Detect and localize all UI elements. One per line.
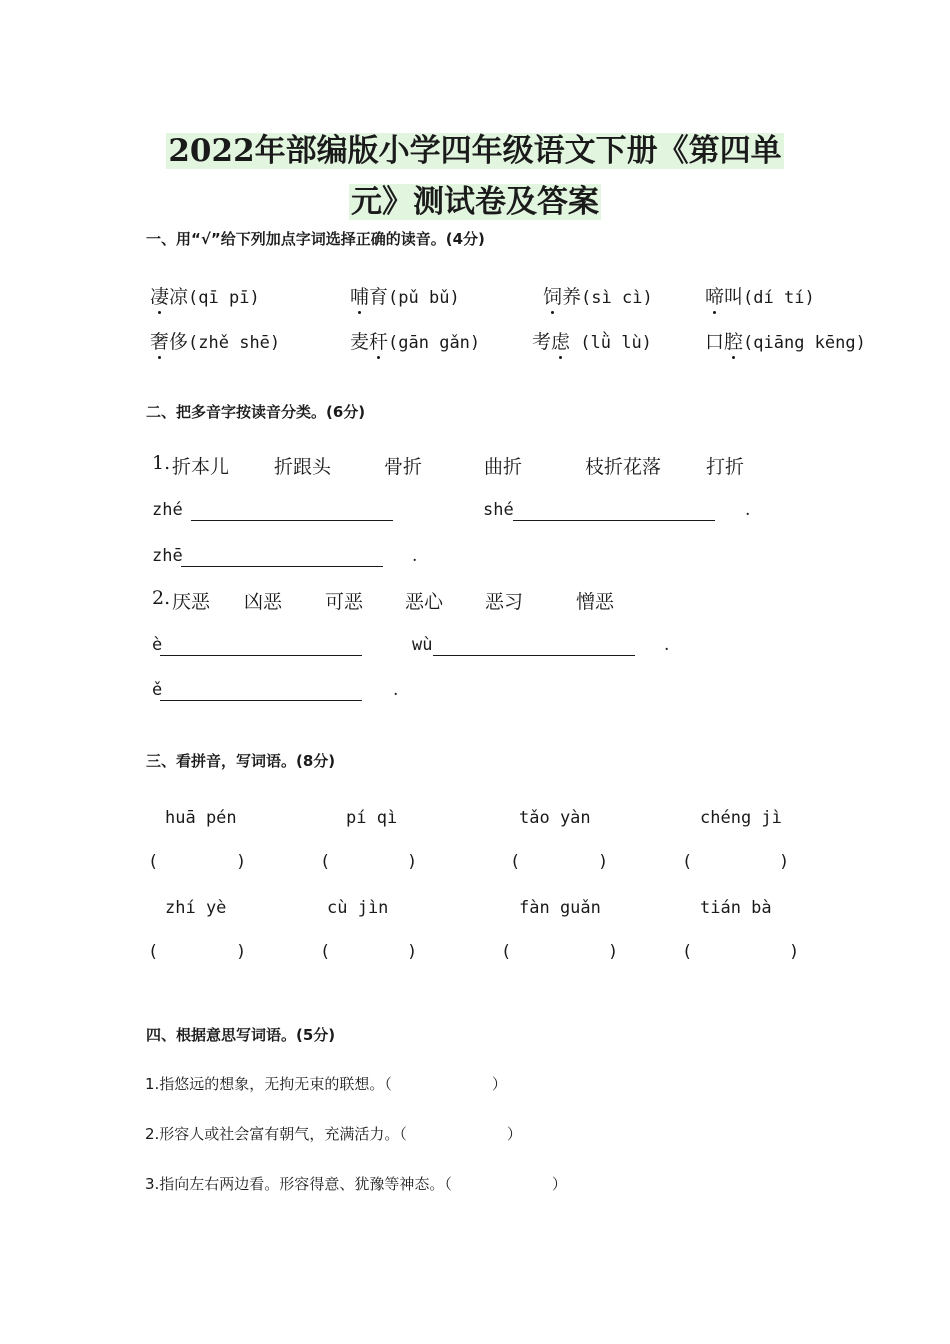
s1-item-2-char1: 哺 [350,286,370,308]
s3-box-6-open: ( [320,942,331,962]
s3-box-8-open: ( [682,942,693,962]
section1-heading: 一、用“√”给下列加点字词选择正确的读音。(4分) [146,230,485,248]
s2-q2-reading-e4: è [152,635,163,655]
s1-item-5 [150,327,280,354]
s3-pinyin-4: chéng jì [700,808,782,828]
s1-item-3-char2: 养 [562,286,582,308]
s2-q2-word-1: 厌恶 [172,591,211,613]
s3-pinyin-8: tián bà [700,898,772,918]
s4-item-2-open: （ [399,1125,407,1143]
s3-box-7-open: ( [501,942,512,962]
s4-item-1-close: ） [491,1075,507,1093]
s3-box-3-open: ( [510,852,521,872]
s3-box-3-close: ) [598,852,609,872]
s3-pinyin-2: pí qì [346,808,398,828]
s3-pinyin-1: huā pén [165,808,237,828]
s1-item-1 [150,282,260,309]
s1-item-2-char2: 育 [369,286,389,308]
s2-q2-label: 2. [152,587,171,609]
s4-item-1-open: （ [384,1075,392,1093]
section2-heading: 二、把多音字按读音分类。(6分) [146,403,366,421]
page-title-cont [0,181,950,223]
s2-q1-answer-line-2[interactable] [513,500,715,521]
s2-q1-label: 1. [152,452,171,474]
s4-item-3-text: 3.指向左右两边看。形容得意、犹豫等神态。 [145,1175,445,1193]
s4-item-1-text: 1.指悠远的想象，无拘无束的联想。 [145,1075,385,1093]
s2-q1-word-3: 骨折 [384,456,423,478]
s3-pinyin-3: tǎo yàn [519,808,591,828]
s1-item-6-pinyin: (gān gǎn) [388,333,481,353]
s3-pinyin-5: zhí yè [165,898,227,918]
s1-item-6-char1: 麦 [350,331,370,353]
s2-q2-word-6: 憎恶 [576,591,615,613]
s1-item-7-pinyin: (lǜ lù) [570,333,652,353]
s2-q1-period-1: . [745,500,751,520]
s2-q1-reading-she2: shé [483,500,514,520]
s3-box-1-close: ) [236,852,247,872]
s2-q1-reading-zhe1: zhē [152,546,183,566]
s3-box-4-open: ( [682,852,693,872]
s3-box-6-close: ) [407,942,418,962]
s2-q1-answer-line-1[interactable] [191,500,393,521]
s2-q2-answer-line-3[interactable] [160,680,362,701]
s1-item-8 [705,327,866,354]
s1-item-7-char2: 虑 [551,331,571,353]
s4-item-3 [145,1173,567,1194]
s3-pinyin-6: cù jìn [327,898,389,918]
s2-q2-period-2: . [393,680,399,700]
s3-box-4-close: ) [779,852,790,872]
s3-box-2-close: ) [407,852,418,872]
s1-item-2 [350,282,460,309]
s2-q2-word-5: 恶习 [485,591,524,613]
s1-item-3-char1: 饲 [543,286,563,308]
s3-pinyin-7: fàn guǎn [519,898,601,918]
s1-item-2-pinyin: (pǔ bǔ) [388,288,460,308]
s2-q1-reading-zhe2: zhé [152,500,183,520]
s3-box-7-close: ) [608,942,619,962]
s2-q1-period-2: . [412,546,418,566]
s2-q2-reading-wu4: wù [412,635,433,655]
s2-q2-answer-line-2[interactable] [433,635,635,656]
s1-item-4-char1: 啼 [705,286,725,308]
s4-item-2 [145,1123,522,1144]
s1-item-8-pinyin: (qiāng kēng) [743,333,866,353]
s4-item-1 [145,1073,507,1094]
s4-item-2-close: ） [506,1125,522,1143]
s1-item-6-char2: 秆 [369,331,389,353]
section4-heading: 四、根据意思写词语。(5分) [146,1026,336,1044]
s2-q1-word-1: 折本儿 [172,456,230,478]
s1-item-5-pinyin: (zhě shē) [188,333,281,353]
s1-item-1-pinyin: (qī pī) [188,288,260,308]
s1-item-8-char2: 腔 [724,331,744,353]
s2-q1-answer-line-3[interactable] [181,546,383,567]
s1-item-7 [532,327,652,354]
s2-q2-answer-line-1[interactable] [160,635,362,656]
s2-q1-word-6: 打折 [706,456,745,478]
s1-item-7-char1: 考 [532,331,552,353]
s1-item-4 [705,282,815,309]
s2-q2-reading-e3: ě [152,680,163,700]
s3-box-1-open: ( [148,852,159,872]
s1-item-5-char2: 侈 [169,331,189,353]
title-line-1: 2022年部编版小学四年级语文下册《第四单 [168,133,782,169]
s2-q1-word-4: 曲折 [484,456,523,478]
s3-box-5-close: ) [236,942,247,962]
s1-item-8-char1: 口 [705,331,725,353]
s2-q1-word-5: 枝折花落 [585,456,662,478]
s4-item-3-open: （ [444,1175,452,1193]
title-line-2: 元》测试卷及答案 [351,184,599,220]
s3-box-5-open: ( [148,942,159,962]
s1-item-4-pinyin: (dí tí) [743,288,815,308]
s1-item-6 [350,327,480,354]
s4-item-3-close: ） [551,1175,567,1193]
s2-q2-word-2: 凶恶 [244,591,283,613]
s1-item-1-char1: 凄 [150,286,170,308]
section3-heading: 三、看拼音，写词语。(8分) [146,752,336,770]
s1-item-4-char2: 叫 [724,286,744,308]
s3-box-2-open: ( [320,852,331,872]
page-title [0,130,950,172]
s1-item-3-pinyin: (sì cì) [581,288,653,308]
s2-q2-word-3: 可恶 [325,591,364,613]
s2-q2-word-4: 恶心 [405,591,444,613]
s3-box-8-close: ) [789,942,800,962]
s2-q1-word-2: 折跟头 [274,456,332,478]
s1-item-5-char1: 奢 [150,331,170,353]
s1-item-1-char2: 凉 [169,286,189,308]
s2-q2-period-1: . [664,635,670,655]
s1-item-3 [543,282,653,309]
s4-item-2-text: 2.形容人或社会富有朝气，充满活力。 [145,1125,400,1143]
